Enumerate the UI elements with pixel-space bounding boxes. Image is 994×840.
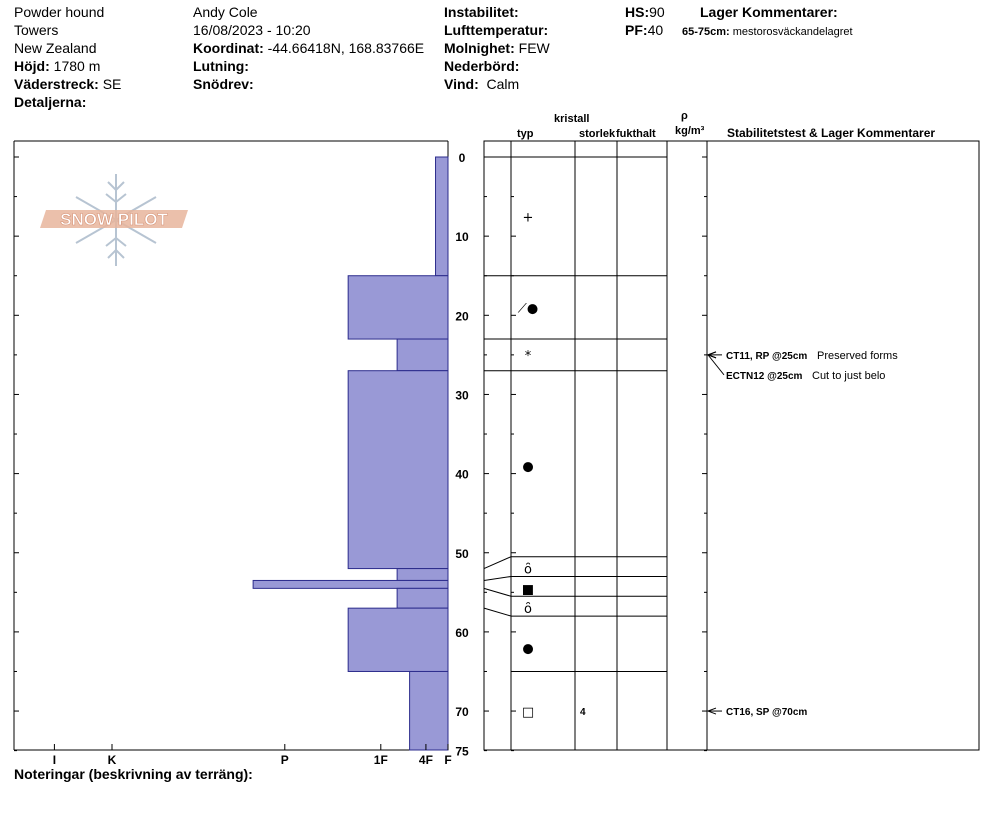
hs-label: HS: — [625, 4, 650, 20]
observer-location: Powder hound — [14, 4, 105, 20]
hardness-bar — [436, 157, 448, 276]
stability-test-comment: Cut to just belo — [812, 369, 886, 382]
grain-size: 4 — [580, 707, 586, 719]
observer-name: Andy Cole — [193, 4, 258, 20]
wind-value: Calm — [486, 76, 520, 92]
depth-label: 10 — [455, 230, 469, 245]
depth-label: 0 — [458, 151, 466, 165]
elevation-value: 1780 m — [53, 58, 101, 74]
hardness-bar — [348, 371, 448, 569]
hardness-label: I — [52, 753, 57, 767]
layer-boundary-connector — [484, 608, 511, 616]
precip-label: Nederbörd: — [444, 58, 520, 74]
wind-label: Vind: — [444, 76, 479, 92]
stability-test-code: CT16, SP @70cm — [726, 707, 808, 719]
coord-value: -44.66418N, 168.83766E — [267, 40, 425, 56]
datetime: 16/08/2023 - 10:20 — [193, 22, 311, 38]
hardness-bar — [253, 580, 448, 588]
hardness-label: F — [444, 753, 452, 767]
slope-label: Lutning: — [193, 58, 249, 74]
hardness-bar — [348, 608, 448, 671]
logo-text: SNOW PILOT — [60, 210, 168, 229]
depth-label: 60 — [455, 625, 469, 640]
pf-label: PF: — [625, 22, 648, 38]
wind-loading-label: Snödrev: — [193, 76, 254, 92]
hardness-label: 1F — [373, 753, 388, 767]
grain-type-symbol: ● — [522, 641, 534, 657]
depth-label: 40 — [455, 467, 469, 482]
table-frame — [484, 141, 979, 750]
aspect-label: Väderstreck: — [14, 76, 99, 92]
col-header-crystal: kristall — [554, 113, 590, 125]
sky-value: FEW — [518, 40, 550, 56]
grain-type-symbol: ȏ — [524, 562, 532, 578]
grain-type-symbol: ⟋● — [517, 301, 539, 317]
layer-comment-range: 65-75cm: — [682, 26, 730, 38]
grain-type-symbol: + — [522, 210, 534, 226]
grain-type-symbol: ȏ — [524, 602, 532, 618]
pf-value: 40 — [647, 22, 664, 38]
grain-type-symbol: ● — [522, 459, 534, 475]
layer-boundary-connector — [484, 588, 511, 596]
layer-comments-label: Lager Kommentarer: — [700, 4, 838, 20]
notes-label: Noteringar (beskrivning av terräng): — [14, 766, 253, 782]
details-label: Detaljerna: — [14, 94, 87, 110]
stability-test-code: CT11, RP @25cm — [726, 350, 808, 362]
hardness-bar — [410, 671, 448, 750]
col-header-rho: ρ — [681, 110, 688, 122]
elevation-label: Höjd: — [14, 58, 50, 74]
layer-comment-text: mestorosväckandelagret — [732, 26, 853, 38]
depth-label: 20 — [455, 309, 469, 324]
depth-label: 30 — [455, 388, 469, 403]
instability-label: Instabilitet: — [444, 4, 519, 20]
hardness-bar — [397, 569, 448, 581]
hardness-bar — [397, 588, 448, 608]
depth-label: 70 — [455, 705, 469, 720]
coord-label: Koordinat: — [193, 40, 264, 56]
col-header-size: storlek — [579, 128, 616, 140]
hs-value: 90 — [649, 4, 665, 20]
depth-label: 75 — [455, 744, 469, 759]
hardness-label: 4F — [418, 753, 433, 767]
col-header-stability: Stabilitetstest & Lager Kommentarer — [727, 126, 936, 140]
area: Towers — [14, 22, 59, 38]
hardness-label: K — [107, 753, 117, 767]
aspect-value: SE — [102, 76, 122, 92]
layer-boundary-connector — [484, 576, 511, 580]
hardness-bar — [348, 276, 448, 339]
air-temp-label: Lufttemperatur: — [444, 22, 549, 38]
col-header-type: typ — [517, 128, 534, 140]
hardness-label: P — [280, 753, 289, 767]
col-header-moisture: fukthalt — [616, 128, 656, 140]
depth-label: 50 — [455, 546, 469, 561]
sky-label: Molnighet: — [444, 40, 515, 56]
layer-boundary-connector — [484, 557, 511, 569]
hardness-bar — [397, 339, 448, 371]
country: New Zealand — [14, 40, 97, 56]
stability-test-code: ECTN12 @25cm — [726, 370, 803, 382]
stability-test-comment: Preserved forms — [817, 349, 898, 362]
grain-type-symbol: * — [524, 348, 532, 364]
grain-type-symbol: ■ — [521, 582, 535, 598]
col-header-density-unit: kg/m³ — [675, 125, 705, 137]
grain-type-symbol: □ — [521, 705, 535, 721]
